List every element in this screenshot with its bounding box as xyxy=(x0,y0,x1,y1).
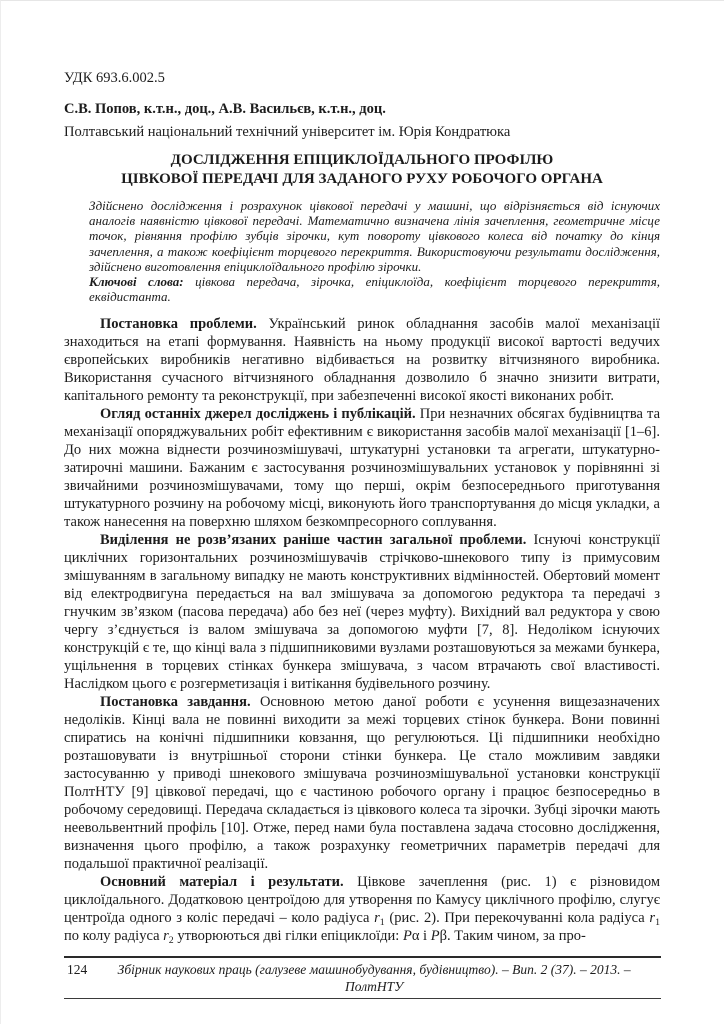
paragraph-lead: Огляд останніх джерел досліджень і публікацій. xyxy=(100,406,416,423)
footer-rule-top xyxy=(64,956,661,958)
keywords-line xyxy=(89,274,660,304)
paragraph-text: Існуючі конструкції циклічних горизонтальних розчинозмішувачів стрічково-шнекового типу із примусовим змішуванням в загальному випадку не мають конструктивних відмінностей. Обертовий момент від електродвигуна передається на вал змішувача за допомогою редуктора та передачі з гнучким зв’язком (пасова передача) або без неї (через муфту). Вихідний вал редуктора у свою чергу з’єднується із валом змішувача за допомогою муфти [7, 8]. Недоліком існуючих конструкцій є те, що кінці вала з підшипниковими вузлами розташовуються за межами бункера, ущільнення в торцевих стінках бункера змішувача, з часом втрачають свої властивості. Наслідком цього є розгерметизація і витікання будівельного розчину. xyxy=(64,532,661,693)
footer-rule-bottom xyxy=(64,998,661,999)
paragraph-sources-review xyxy=(64,405,660,531)
paper-title-line1: ДОСЛІДЖЕННЯ ЕПІЦИКЛОЇДАЛЬНОГО ПРОФІЛЮ xyxy=(170,152,554,168)
paragraph-problem-statement xyxy=(64,315,660,405)
page-number: 124 xyxy=(67,962,88,977)
paragraph-rich-text: Цівкове зачеплення (рис. 1) є різновидом циклоїдального. Додатковою центроїдою для утворення по Камусу циклічного профілю, слугує центроїда одного з коліс передачі – коло радіуса $r_1$ (рис. 2). При перекочуванні кола радіуса $r_1$ по колу радіуса $r_2$ утворюються дві гілки епіциклоїди: Pα і Pβ. Таким чином, за про- xyxy=(64,874,660,947)
udc-code: УДК 693.6.002.5 xyxy=(64,70,165,86)
paragraph-lead: Основний матеріал і результати. xyxy=(100,874,344,891)
paragraph-main-material xyxy=(64,873,660,945)
keywords-label: Ключові слова: xyxy=(89,274,184,290)
keywords-text: цівкова передача, зірочка, епіциклоїда, коефіцієнт торцевого перекриття, еквідистанта. xyxy=(89,274,661,305)
article-body xyxy=(64,315,660,945)
footer-line xyxy=(64,961,661,995)
paragraph-text: Основною метою даної роботи є усунення вищезазначених недоліків. Кінці вала не повинні виходити за межі торцевих стінок бункера. Вони повинні спиратись на конічні підшипники ковзання, що регулюються. Ці підшипники необхідно розташовувати із внутрішньої сторони стінки бункера. Це стало можливим завдяки застосуванню у приводі шнекового змішувача розчинозмішувальної установки конструкції ПолтНТУ [9] цівкової передачі, що є частиною робочого органу і працює безпосередньо в робочому середовищі. Передача складається із цівкового колеса та зірочки. Зубці зірочки мають неевольвентний профіль [10]. Отже, перед нами була поставлена задача стосовно дослідження, визначення цього профілю, а також розрахунку геометричних параметрів передачі для подальшої практичної реалізації. xyxy=(64,694,660,873)
paper-title xyxy=(64,151,660,189)
authors-line: С.В. Попов, к.т.н., доц., А.В. Васильєв, к.т.н., доц. xyxy=(64,101,386,117)
abstract-block xyxy=(89,198,660,304)
paragraph-lead: Постановка проблеми. xyxy=(100,316,257,333)
paragraph-text: Український ринок обладнання засобів малої механізації знаходиться на етапі формування. Наявність на ньому продукції високої вартості ведучих європейських виробників негативно відбивається на розвитку вітчизняного виробника. Використання сучасного вітчизняного обладнання дозволило б значно знизити витрати, капітального ремонту та реконструкції, при забезпеченні високої якості виконаних робіт. xyxy=(64,316,660,405)
paragraph-lead: Постановка завдання. xyxy=(100,694,251,711)
affiliation-line: Полтавський національний технічний університет ім. Юрія Кондратюка xyxy=(64,124,511,140)
paragraph-lead: Виділення не розв’язаних раніше частин загальної проблеми. xyxy=(100,532,527,549)
abstract-text: Здійснено дослідження і розрахунок цівкової передачі у машині, що відрізняється від існуючих аналогів наявністю цівкової передачі. Математично визначена лінія зачеплення, геометричне місце точок, рівняння профілю зубців зірочки, кут повороту цівкового колеса від початку до кінця зачеплення, а також коефіцієнт торцевого перекриття. Використовуючи результати дослідження, здійснено виготовлення епіциклоїдального профілю зірочки. xyxy=(89,198,660,274)
footer-source: Збірник наукових праць (галузеве машинобудування, будівництво). – Вип. 2 (37). – 2013. – ПолтНТУ xyxy=(117,962,631,994)
paragraph-unsolved-parts xyxy=(64,531,660,693)
paper-title-line2: ЦІВКОВОЇ ПЕРЕДАЧІ ДЛЯ ЗАДАНОГО РУХУ РОБОЧОГО ОРГАНА xyxy=(121,171,603,187)
paragraph-task-statement xyxy=(64,693,660,873)
paragraph-text: При незначних обсягах будівництва та механізації опоряджувальних робіт ефективним є використання засобів малої механізації [1–6]. До них можна віднести розчинозмішувачі, штукатурні установки та агрегати, штукатурно-затирочні машини. Бажаним є застосування розчинозмішувальних установок у порівнянні зі звичайними розчинозмішувачами, тому що перші, окрім безпосереднього приготування штукатурного розчину на робочому місці, виконують його транспортування до місця укладки, а також нанесення на поверхню шляхом безкомпресорного соплування. xyxy=(64,406,661,531)
page-footer xyxy=(64,956,661,999)
